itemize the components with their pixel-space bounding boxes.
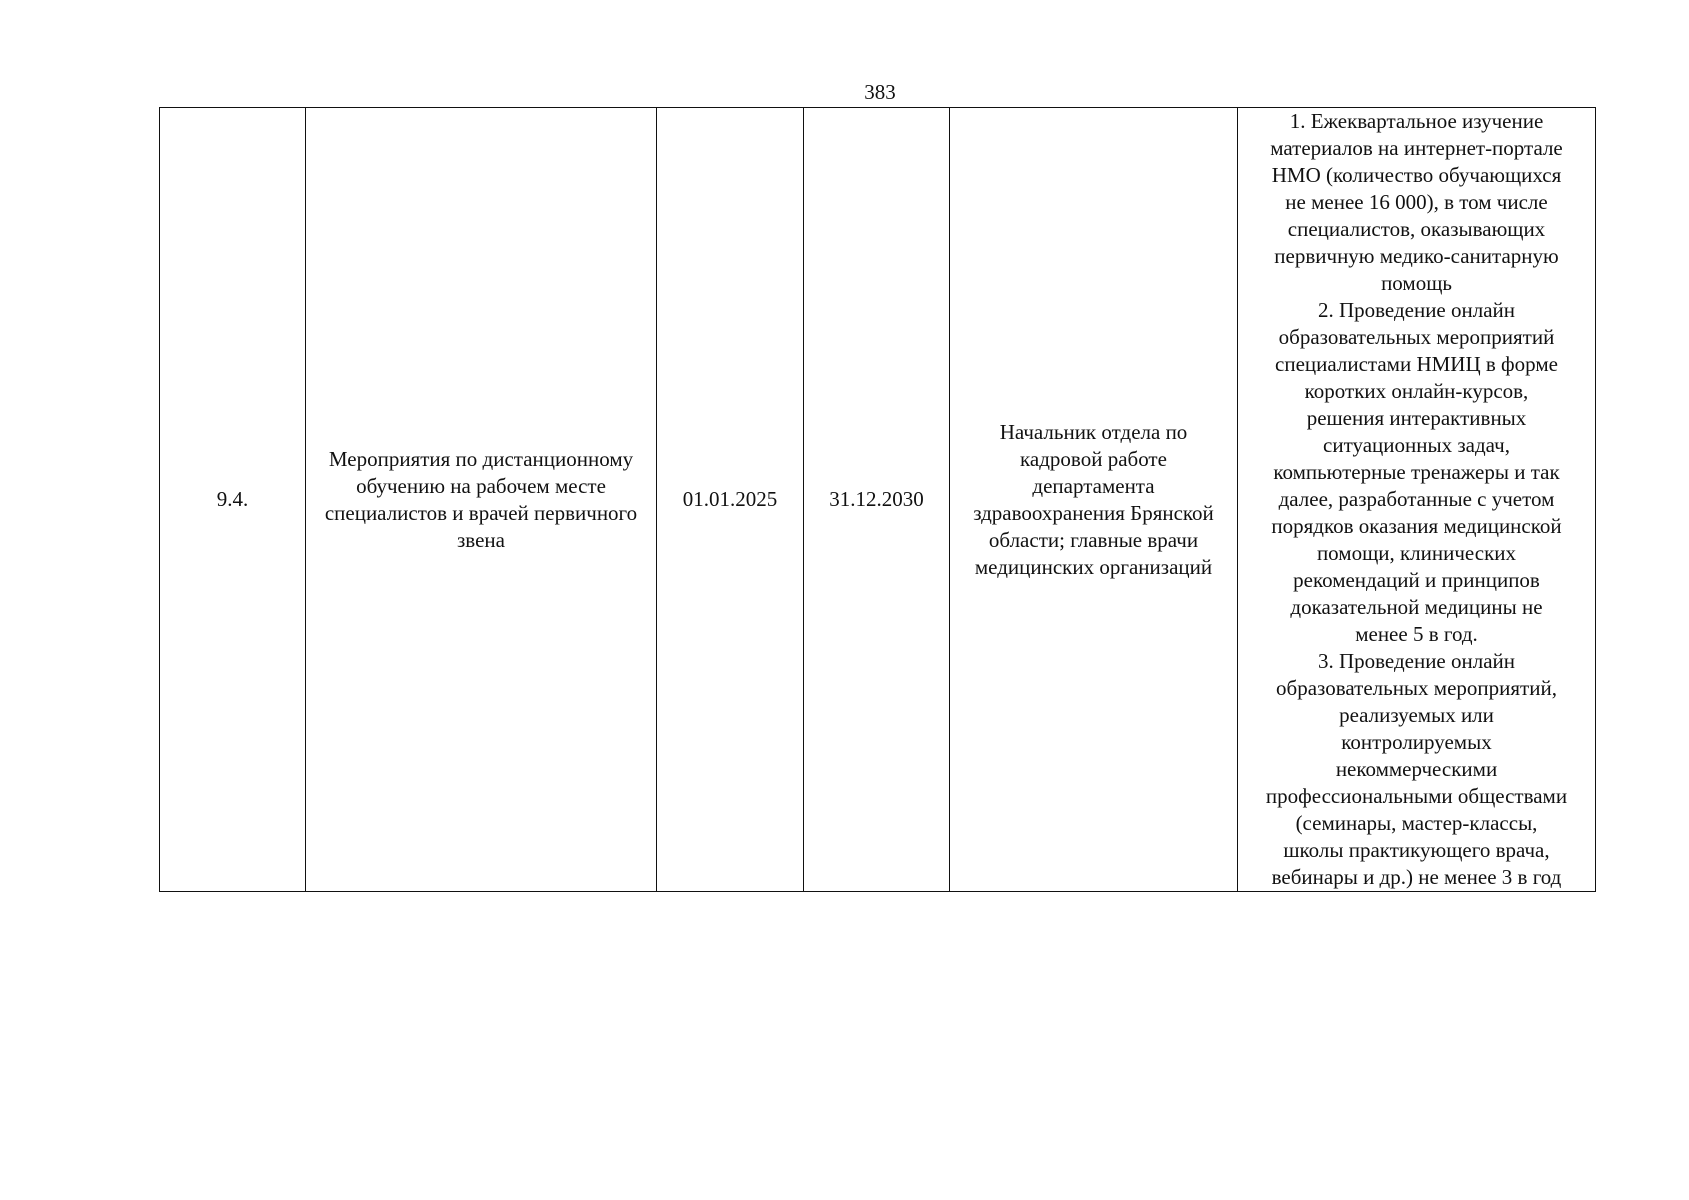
start-date-cell — [657, 108, 804, 892]
item-number: 9.4. — [216, 487, 249, 511]
start-date: 01.01.2025 — [682, 487, 778, 511]
result-line: компьютерные тренажеры и так — [1273, 460, 1560, 484]
result-line: специалистами НМИЦ в форме — [1275, 352, 1558, 376]
end-date-cell — [804, 108, 950, 892]
result-line: помощи, клинических — [1316, 541, 1517, 565]
result-line: первичную медико-санитарную — [1274, 244, 1559, 268]
expected-result-cell — [1238, 108, 1596, 892]
measure-name-cell — [306, 108, 657, 892]
result-line: материалов на интернет-портале — [1270, 136, 1563, 160]
responsible-person: Начальник отдела по кадровой работе департамента здравоохранения Брянской области; главные врачи медицинских организаций — [973, 419, 1214, 579]
result-line: вебинары и др.) не менее 3 в год — [1271, 865, 1562, 889]
expected-result — [1238, 108, 1595, 891]
result-line: доказательной медицины не — [1290, 595, 1543, 619]
responsible-cell — [950, 108, 1238, 892]
result-line: далее, разработанные с учетом — [1278, 487, 1555, 511]
result-line: помощь — [1381, 271, 1452, 295]
result-line: профессиональными обществами — [1265, 784, 1568, 808]
result-line: образовательных мероприятий — [1278, 325, 1555, 349]
result-line: не менее 16 000), в том числе — [1285, 190, 1548, 214]
result-line: школы практикующего врача, — [1283, 838, 1550, 862]
result-line: ситуационных задач, — [1323, 433, 1510, 457]
page-number: 383 — [864, 80, 896, 104]
result-line: специалистов, оказывающих — [1287, 217, 1546, 241]
measure-name: Мероприятия по дистанционному обучению на рабочем месте специалистов и врачей первичного звена — [324, 446, 638, 552]
result-line: образовательных мероприятий, — [1276, 676, 1557, 700]
measures-table — [159, 107, 1596, 892]
result-line: рекомендаций и принципов — [1293, 568, 1540, 592]
result-line: 3. Проведение онлайн — [1317, 649, 1516, 673]
result-line: порядков оказания медицинской — [1271, 514, 1562, 538]
result-line: решения интерактивных — [1306, 406, 1527, 430]
result-line: менее 5 в год. — [1355, 622, 1478, 646]
table-row — [160, 108, 1596, 892]
result-line: 1. Ежеквартальное изучение — [1289, 109, 1544, 133]
item-number-cell — [160, 108, 306, 892]
end-date: 31.12.2030 — [829, 487, 924, 511]
result-line: НМО (количество обучающихся — [1271, 163, 1562, 187]
result-line: некоммерческими — [1335, 757, 1498, 781]
result-line: 2. Проведение онлайн — [1317, 298, 1516, 322]
result-line: (семинары, мастер-классы, — [1295, 811, 1538, 835]
result-line: реализуемых или — [1339, 703, 1494, 727]
result-line: коротких онлайн-курсов, — [1304, 379, 1529, 403]
result-line: контролируемых — [1341, 730, 1492, 754]
